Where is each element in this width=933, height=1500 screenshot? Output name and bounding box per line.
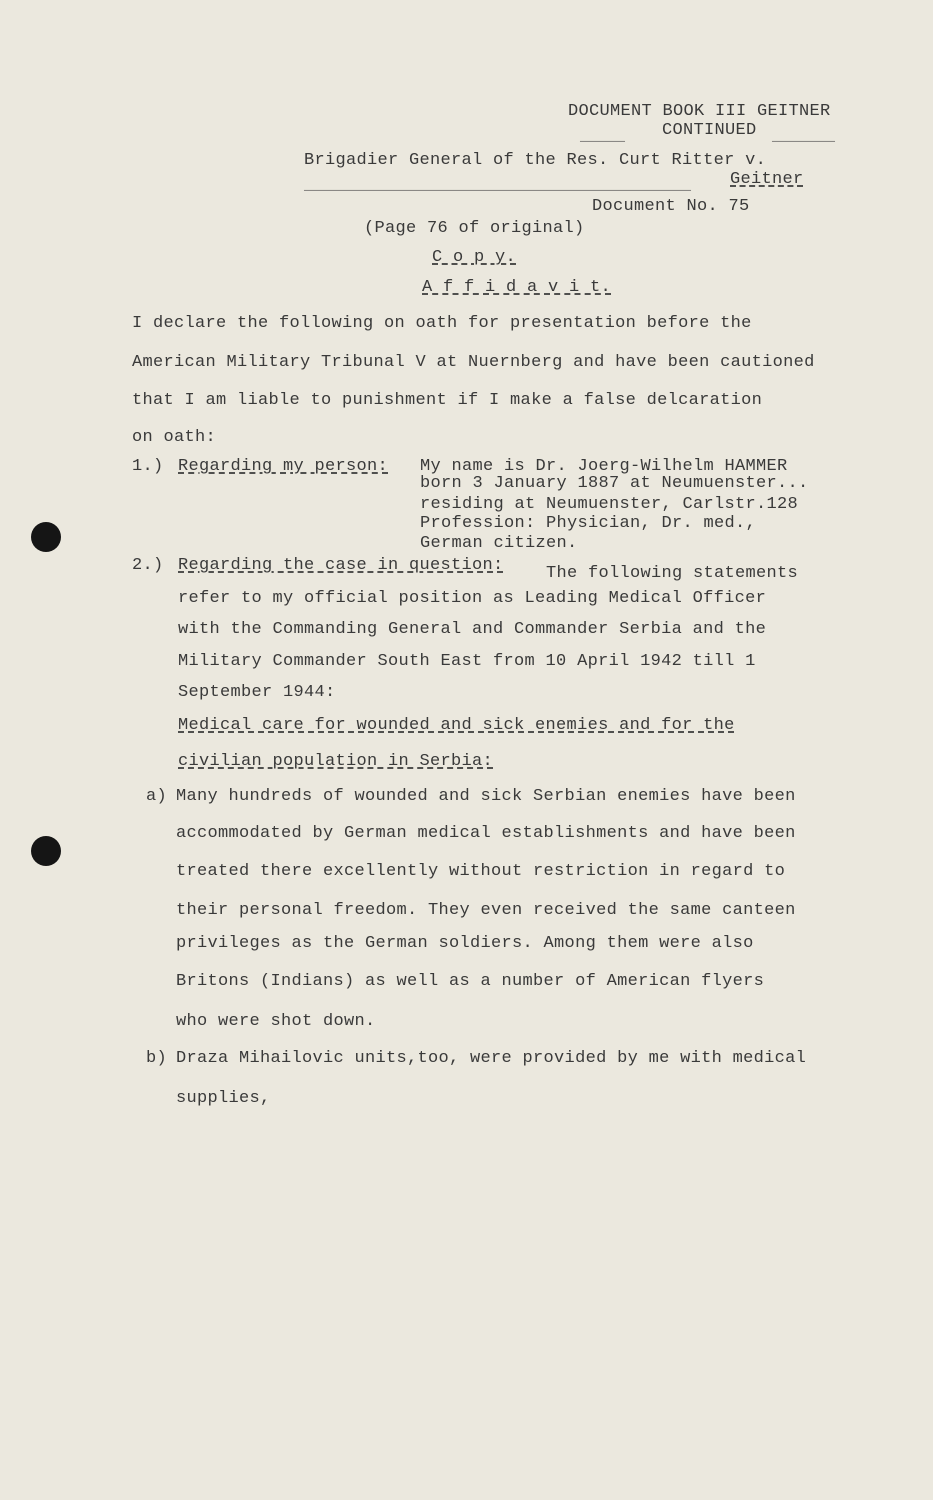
item-text: September 1944: — [178, 683, 336, 702]
document-number: Document No. 75 — [592, 197, 750, 216]
item-number: 1.) — [132, 457, 164, 476]
point-label: b) — [146, 1049, 168, 1068]
affidavit-title: A f f i d a v i t. — [422, 278, 612, 297]
header-rule: _____ — [580, 128, 626, 145]
item-heading: Regarding the case in question: — [178, 556, 504, 575]
point-label: a) — [146, 787, 168, 806]
item-text: The following statements — [546, 564, 799, 583]
item-heading: Regarding my person: — [178, 457, 389, 476]
item-text: refer to my official position as Leading Medical Officer — [178, 589, 767, 608]
intro-line: that I am liable to punishment if I make a false delcaration — [132, 391, 763, 410]
copy-label: C o p y. — [432, 248, 517, 267]
person-detail: Profession: Physician, Dr. med., — [420, 514, 757, 533]
person-detail: born 3 January 1887 at Neumuenster... — [420, 474, 809, 493]
header-rule: _______ — [772, 128, 836, 145]
continued-label: CONTINUED — [662, 121, 757, 140]
point-text: their personal freedom. They even received the same canteen — [176, 901, 796, 920]
section-heading: civilian population in Serbia: — [178, 752, 494, 771]
point-text: supplies, — [176, 1089, 271, 1108]
page-reference: (Page 76 of original) — [364, 219, 585, 238]
intro-line: American Military Tribunal V at Nuernberg and have been cautioned — [132, 353, 815, 372]
point-text: treated there excellently without restriction in regard to — [176, 862, 786, 881]
book-title: DOCUMENT BOOK III GEITNER — [568, 102, 831, 121]
punch-hole — [31, 836, 61, 866]
item-text: with the Commanding General and Commander Serbia and the — [178, 620, 767, 639]
intro-line: on oath: — [132, 428, 217, 447]
point-text: accommodated by German medical establishments and have been — [176, 824, 796, 843]
point-text: privileges as the German soldiers. Among them were also — [176, 934, 754, 953]
item-number: 2.) — [132, 556, 164, 575]
intro-line: I declare the following on oath for presentation before the — [132, 314, 752, 333]
section-heading: Medical care for wounded and sick enemies and for the — [178, 716, 735, 735]
subject-rule: ___________________________________________ — [304, 177, 692, 194]
person-detail: residing at Neumuenster, Carlstr.128 — [420, 495, 799, 514]
item-text: Military Commander South East from 10 April 1942 till 1 — [178, 652, 756, 671]
punch-hole — [31, 522, 61, 552]
point-text: Draza Mihailovic units,too, were provided by me with medical — [176, 1049, 807, 1068]
point-text: Many hundreds of wounded and sick Serbian enemies have been — [176, 787, 796, 806]
point-text: who were shot down. — [176, 1012, 376, 1031]
person-detail: My name is Dr. Joerg-Wilhelm HAMMER — [420, 457, 788, 476]
person-detail: German citizen. — [420, 534, 578, 553]
subject-name: Geitner — [730, 170, 804, 189]
point-text: Britons (Indians) as well as a number of American flyers — [176, 972, 765, 991]
subject-line: Brigadier General of the Res. Curt Ritter v. — [304, 151, 767, 170]
